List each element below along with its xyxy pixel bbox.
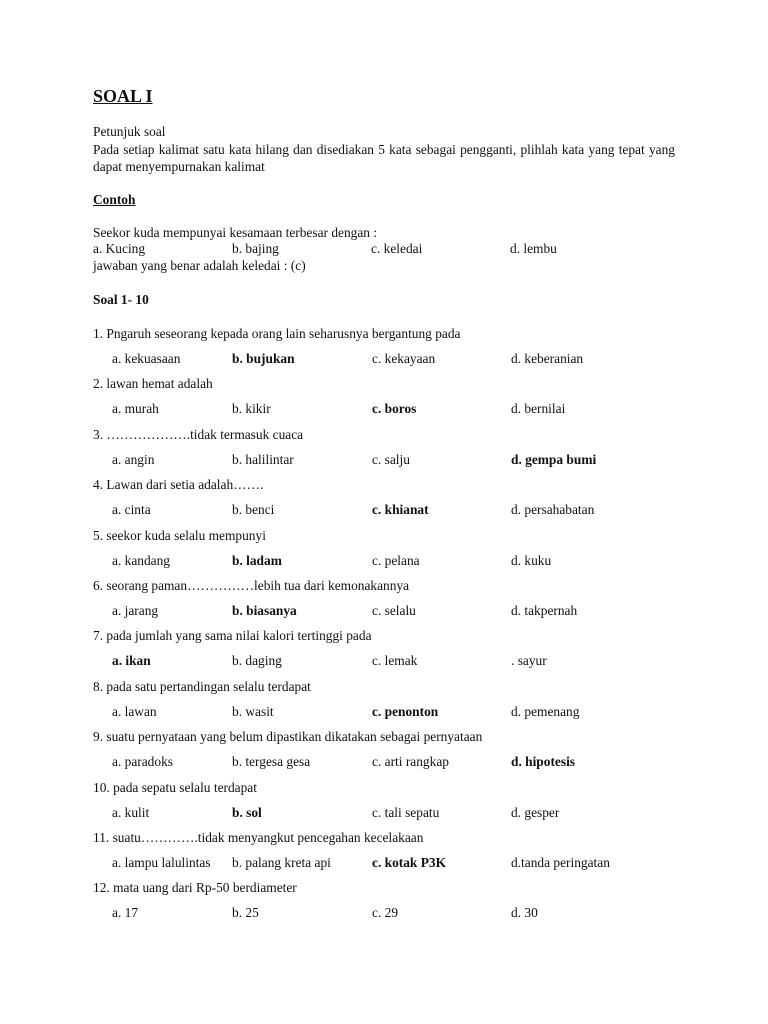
question-options	[93, 452, 693, 468]
question-text: 3. ……………….tidak termasuk cuaca	[93, 427, 304, 442]
question-text: 5. seekor kuda selalu mempunyi	[93, 528, 266, 543]
example-options	[93, 241, 693, 257]
instructions-heading: Petunjuk soal	[93, 124, 166, 139]
option-d: . sayur	[511, 653, 547, 668]
question-text: 10. pada sepatu selalu terdapat	[93, 780, 257, 795]
option-c: c. penonton	[372, 704, 439, 719]
question-text: 9. suatu pernyataan yang belum dipastikan dikatakan sebagai pernyataan	[93, 729, 483, 744]
option-d: d. bernilai	[511, 401, 566, 416]
option-c: c. lemak	[372, 653, 418, 668]
option-d: d. takpernah	[511, 603, 578, 618]
option-c: c. kekayaan	[372, 351, 436, 366]
option-c: c. kotak P3K	[372, 855, 447, 870]
option-a: a. lawan	[112, 704, 157, 719]
option-a: a. kulit	[112, 805, 150, 820]
option-c: c. 29	[372, 905, 399, 920]
option-d: d. gesper	[511, 805, 560, 820]
question-text: 12. mata uang dari Rp-50 berdiameter	[93, 880, 297, 895]
option-b: b. biasanya	[232, 603, 297, 618]
question-options	[93, 855, 693, 871]
question-options	[93, 603, 693, 619]
question-options	[93, 401, 693, 417]
question-options	[93, 905, 693, 921]
option-c: c. khianat	[372, 502, 429, 517]
option-a: a. paradoks	[112, 754, 173, 769]
option-d: d. pemenang	[511, 704, 580, 719]
option-c: c. arti rangkap	[372, 754, 449, 769]
option-c: c. boros	[372, 401, 417, 416]
option-c: c. selalu	[372, 603, 416, 618]
option-d: d. persahabatan	[511, 502, 595, 517]
question-options	[93, 553, 693, 569]
question-options	[93, 805, 693, 821]
option-d: d. keberanian	[511, 351, 584, 366]
option-b: b. sol	[232, 805, 262, 820]
option-a: a. cinta	[112, 502, 151, 517]
question-text: 2. lawan hemat adalah	[93, 376, 213, 391]
option-d: d. gempa bumi	[511, 452, 597, 467]
question-options	[93, 754, 693, 770]
example-question: Seekor kuda mempunyai kesamaan terbesar dengan :	[93, 225, 378, 240]
option-c: c. salju	[372, 452, 410, 467]
option-a: a. murah	[112, 401, 159, 416]
option-b: b. bujukan	[232, 351, 295, 366]
question-options	[93, 351, 693, 367]
option-b: b. benci	[232, 502, 275, 517]
option-a: a. ikan	[112, 653, 151, 668]
instructions-text: Pada setiap kalimat satu kata hilang dan disediakan 5 kata sebagai pengganti, plihlah kata yang tepat yang dapat menyempurnakan kalimat	[93, 142, 675, 174]
question-text: 4. Lawan dari setia adalah…….	[93, 477, 264, 492]
option-b: b. tergesa gesa	[232, 754, 311, 769]
option-a: a. kekuasaan	[112, 351, 181, 366]
question-options	[93, 704, 693, 720]
option-c: c. tali sepatu	[372, 805, 440, 820]
option-a: a. lampu lalulintas	[112, 855, 211, 870]
option-b: b. wasit	[232, 704, 274, 719]
page-title: SOAL I	[93, 86, 153, 106]
option-a: a. angin	[112, 452, 155, 467]
option-b: b. daging	[232, 653, 282, 668]
example-answer: jawaban yang benar adalah keledai : (c)	[93, 258, 306, 273]
question-text: 8. pada satu pertandingan selalu terdapat	[93, 679, 311, 694]
example-option-a: a. Kucing	[93, 241, 146, 256]
question-text: 6. seorang paman……………lebih tua dari kemonakannya	[93, 578, 410, 593]
example-option-c: c. keledai	[371, 241, 423, 256]
option-a: a. jarang	[112, 603, 159, 618]
example-option-b: b. bajing	[232, 241, 279, 256]
example-option-d: d. lembu	[510, 241, 557, 256]
question-text: 11. suatu………….tidak menyangkut pencegahan kecelakaan	[93, 830, 424, 845]
option-a: a. kandang	[112, 553, 171, 568]
option-d: d. hipotesis	[511, 754, 575, 769]
option-b: b. 25	[232, 905, 259, 920]
option-b: b. palang kreta api	[232, 855, 331, 870]
option-d: d. kuku	[511, 553, 552, 568]
option-b: b. halilintar	[232, 452, 294, 467]
option-d: d.tanda peringatan	[511, 855, 610, 870]
option-d: d. 30	[511, 905, 538, 920]
option-b: b. kikir	[232, 401, 271, 416]
question-options	[93, 653, 693, 669]
question-options	[93, 502, 693, 518]
option-b: b. ladam	[232, 553, 282, 568]
question-text: 1. Pngaruh seseorang kepada orang lain seharusnya bergantung pada	[93, 326, 461, 341]
option-c: c. pelana	[372, 553, 420, 568]
example-heading: Contoh	[93, 192, 136, 207]
question-text: 7. pada jumlah yang sama nilai kalori tertinggi pada	[93, 628, 372, 643]
section-heading: Soal 1- 10	[93, 292, 149, 307]
option-a: a. 17	[112, 905, 139, 920]
